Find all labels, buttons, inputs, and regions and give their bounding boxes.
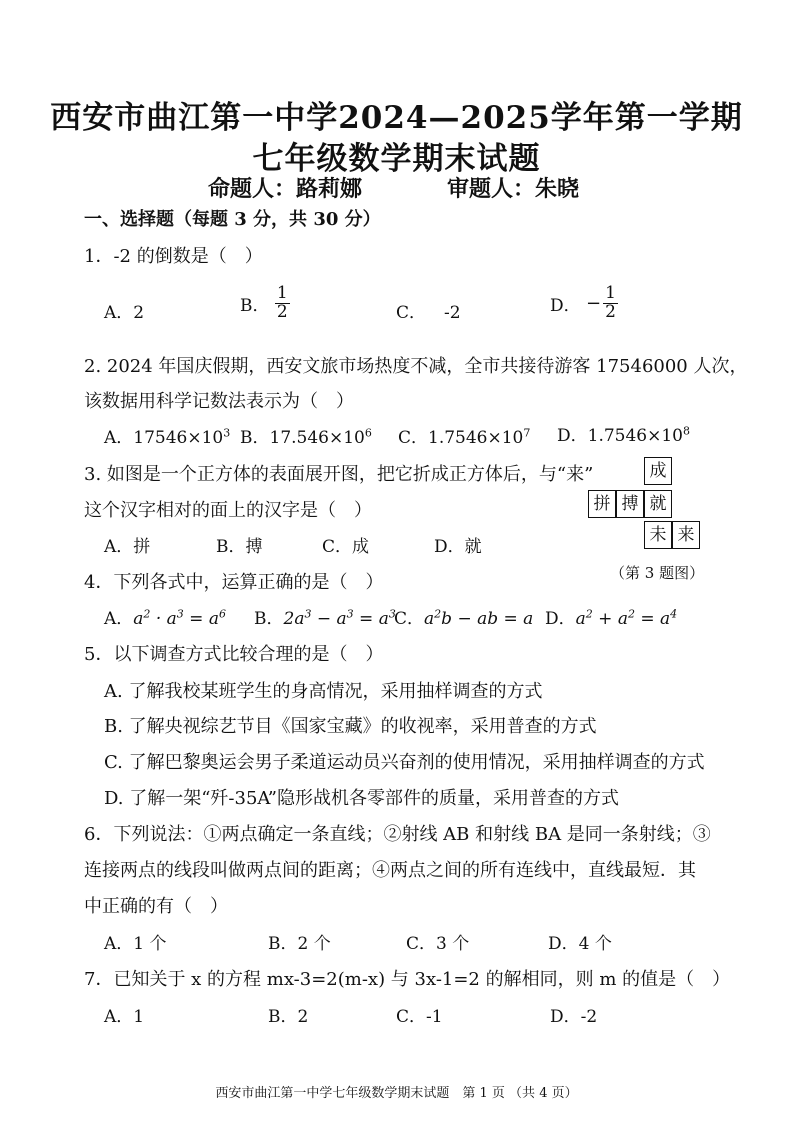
q6-option-c: C．3 个 bbox=[406, 934, 470, 954]
figure-caption: （第 3 题图） bbox=[610, 564, 705, 582]
author: 命题人：路莉娜 bbox=[208, 176, 363, 202]
exponent: 3 bbox=[223, 426, 231, 440]
q2-option-d bbox=[557, 421, 690, 446]
q2-stem-line1: 2. 2024 年国庆假期，西安文旅市场热度不减，全市共接待游客 17546000 人次， bbox=[84, 356, 748, 377]
option-label: A． bbox=[104, 428, 134, 448]
exponent: 6 bbox=[364, 426, 372, 440]
q2-option-c bbox=[398, 423, 530, 448]
q1-option-b bbox=[240, 285, 290, 322]
option-label: A． bbox=[104, 609, 134, 629]
q6-option-a: A．1 个 bbox=[104, 934, 167, 954]
q5-stem: 5．以下调查方式比较合理的是（ ） bbox=[84, 644, 384, 665]
q6-option-b: B．2 个 bbox=[268, 934, 331, 954]
net-cell: 成 bbox=[644, 457, 672, 485]
option-value: -2 bbox=[444, 303, 461, 323]
q1-option-d bbox=[550, 285, 618, 322]
q1-stem: 1．-2 的倒数是（ ） bbox=[84, 246, 263, 267]
page-footer: 西安市曲江第一中学七年级数学期末试题 第 1 页 （共 4 页） bbox=[215, 1086, 578, 1101]
q2-option-a bbox=[104, 423, 230, 448]
numerator: 1 bbox=[605, 283, 616, 303]
q3-option-b bbox=[216, 532, 263, 557]
q3-option-d bbox=[434, 532, 482, 557]
q2-stem-line2: 该数据用科学记数法表示为（ ） bbox=[84, 391, 354, 412]
fraction-one-half bbox=[275, 285, 290, 322]
numerator: 1 bbox=[276, 283, 288, 303]
exam-title-line2: 七年级数学期末试题 bbox=[252, 141, 541, 177]
math-expression: $a^2 + a^2 = a^4$ bbox=[575, 607, 678, 629]
q5-option-c: C. 了解巴黎奥运会男子柔道运动员兴奋剂的使用情况，采用抽样调查的方式 bbox=[104, 752, 705, 773]
q7-option-c: C．-1 bbox=[396, 1007, 443, 1027]
net-cell: 搏 bbox=[616, 490, 644, 518]
q5-option-d: D. 了解一架“歼-35A”隐形战机各零部件的质量，采用普查的方式 bbox=[104, 788, 619, 809]
q4-stem: 4．下列各式中，运算正确的是（ ） bbox=[84, 572, 384, 593]
option-label: B． bbox=[240, 295, 270, 316]
option-label: D． bbox=[434, 537, 465, 557]
option-value: 成 bbox=[352, 537, 370, 557]
exam-title-line1: 西安市曲江第一中学2024—2025学年第一学期 bbox=[50, 100, 743, 136]
q6-stem-line1: 6．下列说法：①两点确定一条直线；②射线 AB 和射线 BA 是同一条射线；③ bbox=[84, 824, 711, 845]
net-cell: 未 bbox=[644, 521, 672, 549]
option-label: D． bbox=[550, 295, 581, 316]
option-label: A． bbox=[104, 303, 134, 323]
option-label: C． bbox=[322, 537, 353, 557]
option-value: 搏 bbox=[245, 537, 263, 557]
denominator: 2 bbox=[276, 301, 288, 322]
q7-option-d: D．-2 bbox=[550, 1007, 598, 1027]
q7-option-b: B．2 bbox=[268, 1007, 309, 1027]
option-value: 1.7546×10 bbox=[587, 426, 683, 446]
fraction-one-half bbox=[603, 285, 618, 322]
option-label: D． bbox=[545, 609, 576, 629]
math-expression: $2a^3 - a^3 = a^3$ bbox=[283, 607, 396, 629]
option-label: B． bbox=[240, 428, 270, 448]
q7-stem: 7．已知关于 x 的方程 mx-3=2(m-x) 与 3x-1=2 的解相同，则 m 的值是（ ） bbox=[84, 969, 731, 990]
q3-stem-line2: 这个汉字相对的面上的汉字是（ ） bbox=[84, 500, 372, 521]
net-cell: 来 bbox=[672, 521, 700, 549]
option-value: 就 bbox=[464, 537, 482, 557]
option-label: B． bbox=[216, 537, 246, 557]
q5-option-b: B. 了解央视综艺节目《国家宝藏》的收视率，采用普查的方式 bbox=[104, 716, 597, 737]
reviewer: 审题人：朱晓 bbox=[447, 176, 580, 202]
q3-option-c bbox=[322, 532, 369, 557]
section-heading: 一、选择题（每题 3 分，共 30 分） bbox=[84, 209, 381, 230]
q6-stem-line3: 中正确的有（ ） bbox=[84, 896, 228, 917]
q6-stem-line2: 连接两点的线段叫做两点间的距离；④两点之间的所有连线中，直线最短．其 bbox=[84, 860, 696, 881]
q7-option-a: A．1 bbox=[104, 1007, 145, 1027]
option-value: 2 bbox=[133, 303, 145, 323]
option-label: B． bbox=[254, 609, 284, 629]
option-value: 1.7546×10 bbox=[428, 428, 524, 448]
q4-option-b bbox=[254, 604, 396, 629]
q4-option-d bbox=[545, 604, 677, 629]
exponent: 7 bbox=[523, 426, 531, 440]
q3-stem-line1: 3. 如图是一个正方体的表面展开图，把它折成正方体后，与“来” bbox=[84, 464, 594, 485]
q4-option-c bbox=[394, 604, 533, 629]
option-label: C． bbox=[398, 428, 429, 448]
cube-net-figure bbox=[586, 455, 706, 551]
option-value: 拼 bbox=[133, 537, 151, 557]
q3-option-a bbox=[104, 532, 150, 557]
math-expression: $a^2 \cdot a^3 = a^6$ bbox=[133, 607, 226, 629]
option-label: D． bbox=[557, 426, 588, 446]
option-value: 17546×10 bbox=[133, 428, 224, 448]
q2-option-b bbox=[240, 423, 372, 448]
q6-option-d: D．4 个 bbox=[548, 934, 612, 954]
exponent: 8 bbox=[683, 424, 690, 438]
option-value: 17.546×10 bbox=[269, 428, 365, 448]
q1-option-c bbox=[396, 298, 461, 323]
q5-option-a: A. 了解我校某班学生的身高情况，采用抽样调查的方式 bbox=[104, 681, 543, 702]
minus-sign: − bbox=[586, 292, 602, 314]
option-label: C． bbox=[394, 609, 425, 629]
q4-option-a bbox=[104, 604, 226, 629]
q1-option-a bbox=[104, 298, 144, 323]
math-expression: $a^2b$ − ab = a bbox=[424, 607, 534, 629]
option-label: C． bbox=[396, 303, 427, 323]
option-label: A． bbox=[104, 537, 134, 557]
net-cell: 就 bbox=[644, 490, 672, 518]
net-cell: 拼 bbox=[588, 490, 616, 518]
denominator: 2 bbox=[605, 301, 616, 322]
